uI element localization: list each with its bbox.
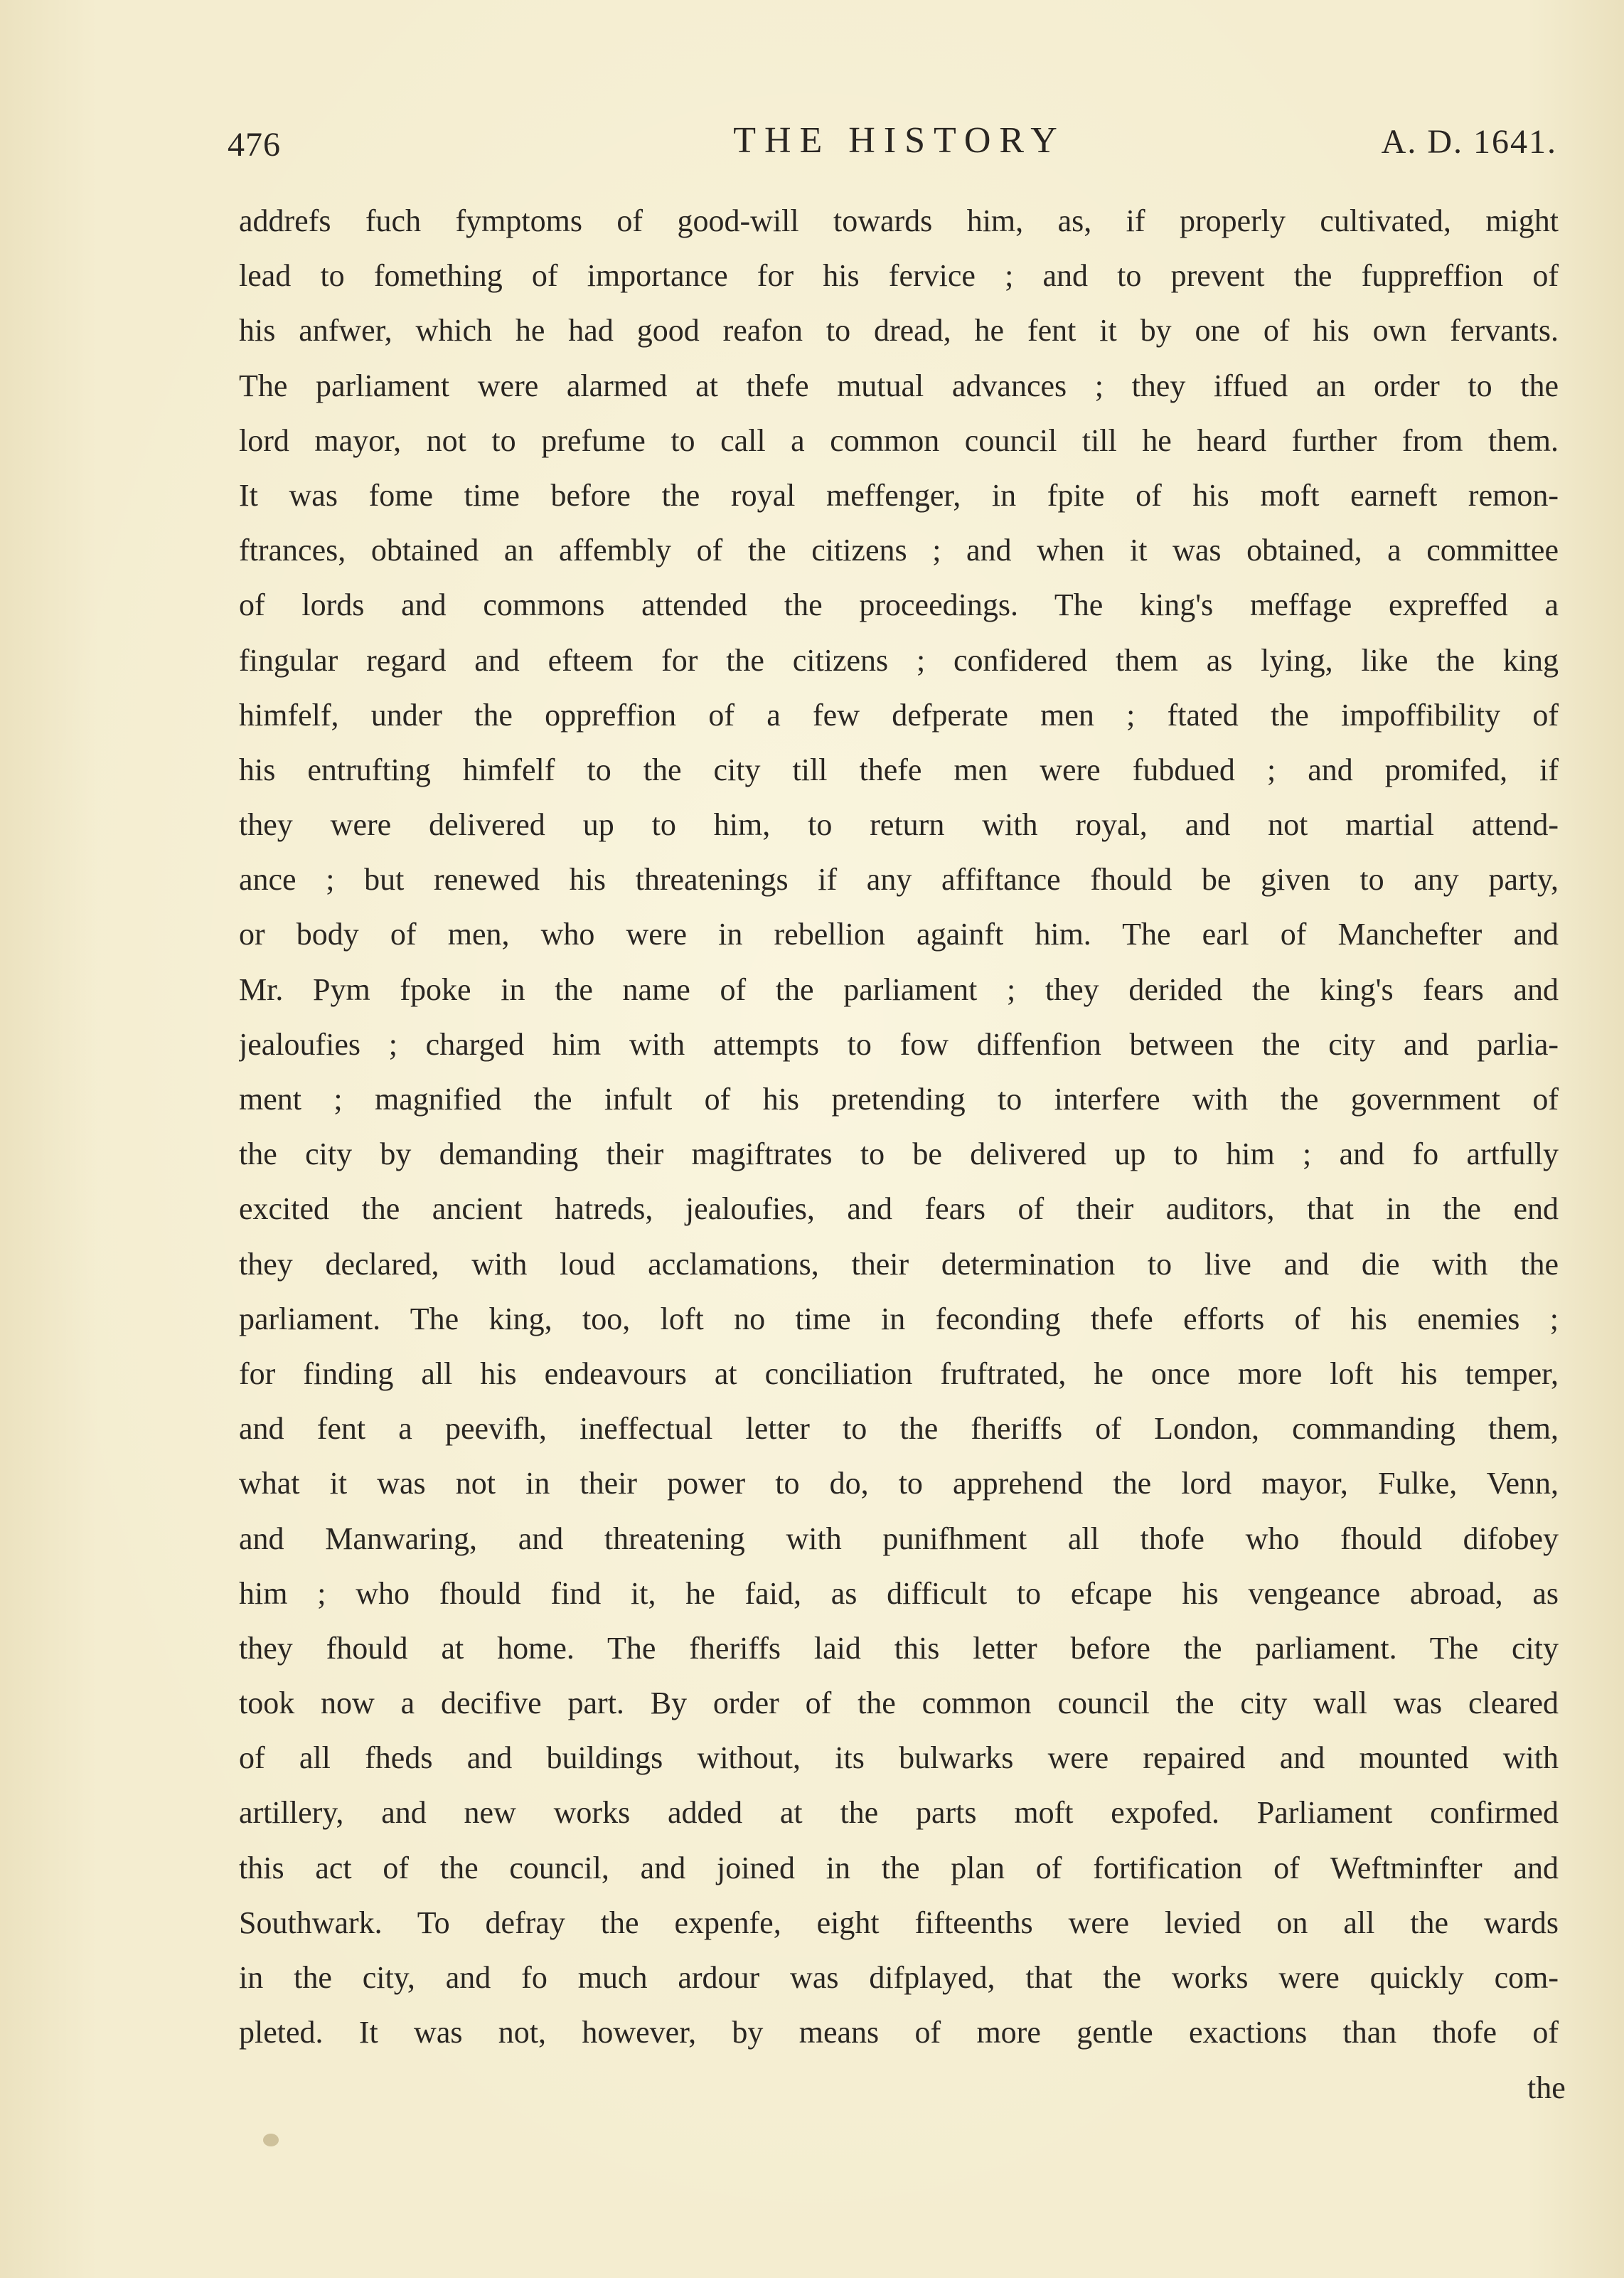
text-line: The parliament were alarmed at thefe mutual advances ; they iffued an order to the bbox=[239, 368, 1559, 403]
running-year: A. D. 1641. bbox=[1381, 123, 1557, 161]
text-line: parliament. The king, too, loft no time in feconding thefe efforts of his enemies ; bbox=[239, 1301, 1559, 1336]
text-line: or body of men, who were in rebellion againft him. The earl of Manchefter and bbox=[239, 917, 1559, 952]
text-line: It was fome time before the royal meffenger, in fpite of his moft earneft remon- bbox=[239, 477, 1559, 513]
text-line: pleted. It was not, however, by means of more gentle exactions than thofe of bbox=[239, 2015, 1559, 2050]
text-line: they declared, with loud acclamations, their determination to live and die with the bbox=[239, 1246, 1559, 1282]
text-line: ance ; but renewed his threatenings if any affiftance fhould be given to any party, bbox=[239, 862, 1559, 898]
text-line: addrefs fuch fymptoms of good-will towards him, as, if properly cultivated, might bbox=[239, 203, 1559, 238]
text-line: and fent a peevifh, ineffectual letter to the fheriffs of London, commanding them, bbox=[239, 1411, 1559, 1447]
text-line: lead to fomething of importance for his fervice ; and to prevent the fuppreffion of bbox=[239, 258, 1559, 294]
text-line: took now a decifive part. By order of the common council the city wall was cleared bbox=[239, 1686, 1559, 1721]
text-line: ment ; magnified the infult of his pretending to interfere with the government of bbox=[239, 1082, 1559, 1117]
text-line: his entrufting himfelf to the city till thefe men were fubdued ; and promifed, if bbox=[239, 752, 1559, 787]
text-line: what it was not in their power to do, to apprehend the lord mayor, Fulke, Venn, bbox=[239, 1466, 1559, 1501]
text-line: himfelf, under the oppreffion of a few defperate men ; ftated the impoffibility of bbox=[239, 697, 1559, 733]
text-line: jealoufies ; charged him with attempts to fow diffenfion between the city and parlia- bbox=[239, 1026, 1559, 1062]
page-number: 476 bbox=[228, 126, 281, 164]
text-line: fingular regard and efteem for the citizens ; confidered them as lying, like the king bbox=[239, 642, 1559, 678]
text-line: they fhould at home. The fheriffs laid this letter before the parliament. The city bbox=[239, 1630, 1559, 1666]
ink-smudge bbox=[263, 2134, 279, 2146]
catchword: the bbox=[1527, 2070, 1566, 2105]
text-line: ftrances, obtained an affembly of the citizens ; and when it was obtained, a committee bbox=[239, 533, 1559, 568]
page-header bbox=[228, 119, 1571, 169]
text-line: they were delivered up to him, to return with royal, and not martial attend- bbox=[239, 807, 1559, 843]
body-text bbox=[239, 193, 1559, 2060]
text-line: of lords and commons attended the proceedings. The king's meffage expreffed a bbox=[239, 587, 1559, 623]
text-line: for finding all his endeavours at conciliation fruftrated, he once more loft his temper, bbox=[239, 1356, 1559, 1391]
text-line: of all fheds and buildings without, its bulwarks were repaired and mounted with bbox=[239, 1740, 1559, 1776]
text-line: artillery, and new works added at the parts moft expofed. Parliament confirmed bbox=[239, 1795, 1559, 1831]
running-title: THE HISTORY bbox=[733, 120, 1066, 161]
text-line: the city by demanding their magiftrates to be delivered up to him ; and fo artfully bbox=[239, 1137, 1559, 1172]
text-line: him ; who fhould find it, he faid, as difficult to efcape his vengeance abroad, as bbox=[239, 1575, 1559, 1611]
text-line: lord mayor, not to prefume to call a common council till he heard further from them. bbox=[239, 422, 1559, 458]
text-line: Southwark. To defray the expenfe, eight fifteenths were levied on all the wards bbox=[239, 1905, 1559, 1940]
text-line: this act of the council, and joined in the plan of fortification of Weftminfter and bbox=[239, 1850, 1559, 1885]
text-line: Mr. Pym fpoke in the name of the parliament ; they derided the king's fears and bbox=[239, 972, 1559, 1007]
text-line: excited the ancient hatreds, jealoufies, and fears of their auditors, that in the end bbox=[239, 1191, 1559, 1227]
text-line: in the city, and fo much ardour was difplayed, that the works were quickly com- bbox=[239, 1960, 1559, 1995]
text-line: and Manwaring, and threatening with punifhment all thofe who fhould difobey bbox=[239, 1521, 1559, 1556]
text-line: his anfwer, which he had good reafon to dread, he fent it by one of his own fervants. bbox=[239, 313, 1559, 348]
